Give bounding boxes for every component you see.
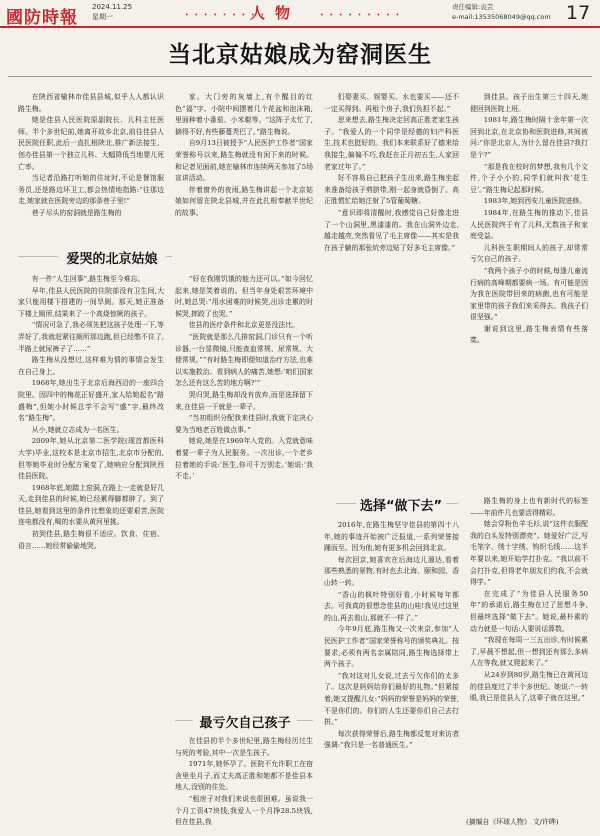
masthead: [0, 0, 600, 28]
paragraph: 家。大门旁的灰墙上,有个醒目的红色“福”字。小院中间摆着几个花盆和泡沫箱,里面种着小番茄、小米椒等。“这阵子太忙了,摘得不好,有些藤蔓秃巴了。”路生梅说。: [175, 93, 313, 136]
paragraph: 每次获得荣誉后,路生梅都反复对来访者强调:“我只是一名普通医生。”: [324, 729, 459, 750]
paragraph: 到佳县。孩子出生第三十四天,她便回到医院上班。: [470, 93, 588, 113]
paragraph: 1984年,在路生梅的推动下,佳县人民医院终于有了儿科,无数孩子和家庭受益。: [470, 208, 588, 241]
paragraph: 思来想去,路生梅决定回高正胜老家生孩子。“我爱人的一个同学是经德的妇产科医生,技术也挺好的。我们本来联系好了德来给我接生,偏偏不巧,我赶在正月初五生,人家回老家过年了。”: [324, 116, 459, 171]
section-ornament-left: • • • • • • • • •: [185, 12, 267, 19]
paragraph: 每次回京,她喜欢在后海边儿溜达,看着那些熟悉的景物,有时也去北海、颐和园、香山转一转。: [324, 555, 459, 587]
paragraph: 她说,她是在1969年入党的。入党就意味着要一辈子为人民服务。一次出诊,一个老乡拉着她的手说:‘医生,你可千万别走。’她说:‘我不走。’: [175, 437, 313, 481]
byline: (摘编自《环球人物》 文/许晔): [466, 818, 559, 826]
subhead-ornament: [18, 256, 58, 257]
section3-column-1: [324, 520, 459, 832]
article-column-3: [324, 92, 459, 486]
paragraph: “医院就是那么几排窑洞,门诊只有一个听诊器,一台显微镜,只能查血常规、尿常规、大便常规。”“有时路生梅即便知道治疗方法,也难以实施救治。看到病人的痛苦,她想:‘咱们国家怎么还有这么苦的地方啊?’”: [175, 332, 313, 388]
paragraph: “我对这对儿女说,过去亏欠你们的太多了。这次是妈妈给你们最好的礼物。”但紧接着,她又提醒儿女:“妈妈的荣誉是妈妈的荣誉,不是你们的。你们的人生还要你们自己去打拼。”: [324, 671, 459, 727]
subhead-ornament: [336, 503, 356, 504]
paragraph: 从24岁到80岁,路生梅已在黄河边的佳县度过了半个多世纪。她说:“一转眼,我已是佳县人了,这辈子就在这里。”: [470, 670, 588, 703]
paragraph: “那是我在校时的梦想,我有几个文件,个子小小的,同学们就叫我‘花生豆’。”路生梅记起那时候。: [470, 162, 588, 194]
paragraph: 们娶妻买、娱婴买、水也要买——还不一定买得到。再租个房子,我们负担不起。”: [324, 93, 459, 113]
paragraph: 路生梅从没想过,这样难为情的事情会发生在自己身上。: [18, 356, 164, 376]
editor-email: e-mail:13535068049@qq.com: [452, 13, 551, 21]
paragraph: 1968年,她出生于北京后海西沿的一座四合院里。因四中的梅花正好盛开,家人给她起名“路盛梅”,但她小时候总学不会写“盛”字,最终改名“路生梅”。: [18, 379, 164, 423]
editor-name: 责任编辑:袁芸: [452, 3, 494, 11]
paragraph: 1968年底,她踏上窑洞,在路上一走就是好几天,走到佳县的时候,她已经累得脚都肿了。到了佳县,她看到这里的条件比想象的还要艰苦,医院连电都没有,喝的水要从黄河里挑。: [18, 483, 164, 527]
paragraph: 哭归哭,路生梅却没有放弃,而是选择留下来,在佳县一干就是一辈子。: [175, 390, 313, 411]
paragraph: 好不容易自己把孩子生出来,路生梅坐起来准备给孩子剪脐带,刚一起身就昏倒了。高正胜慌忙给她注射了5管葡萄糖。: [324, 174, 459, 206]
paragraph: 2016年,在路生梅坚守佳县的第四十八年,她的事迹开始被广泛报道,一系列荣誉接踵而至。因为他,她有更多机会回到北京。: [324, 521, 459, 553]
subhead-owe-own-children: 最亏欠自己孩子: [199, 716, 291, 731]
paragraph: “香山的枫叶特别好看,小时候每年都去。可我真的很想念佳县的山哇!我见过这里的山,再去看山,那就不一样了。”: [324, 590, 459, 622]
issue-date: [92, 2, 132, 22]
newspaper-logo: 國防時報: [6, 8, 78, 28]
paragraph: “好在我刚饥饿的能力还可以。”如今回忆起来,她是笑着说的。但当年身处艰苦环境中时,她总哭:“用水困难的时候哭,出诊走累的时候哭,摔跤了也哭。”: [175, 275, 313, 318]
section1-column-1: [18, 274, 164, 834]
section1-column-2: [175, 274, 313, 704]
paragraph: “我两个孩子小的时候,每逢儿童流行病的高峰期都要病一场。有可能是因为我在医院带回来的病菌,也有可能是家里带的孩子我们来采得去。我孩子们很坚强。”: [470, 266, 588, 322]
paragraph: “当初组织分配我来佳县时,我就下定决心要为当地老百姓做点事。”: [175, 414, 313, 434]
paragraph: “情况可急了,我必须先把这孩子处理一下,等弄好了,我就赶紧往厕所那边跑,但已经憋不住了,半路上就尿裤子了……”: [18, 321, 164, 353]
subhead-ornament: [166, 256, 172, 257]
paragraph: “租房子对我们来说也很困难。虽说我一个月工资47块钱,我爱人一个月挣28.5块钱,但在佳县,我: [175, 794, 313, 827]
paragraph: “意识即将清醒时,我感觉自己好像走进了一个山洞里,黑漆漆的。我在山洞外边走,越走越亮,突然看见了毛主席像——其实是我在孩子躺的那张炕旁边贴了好多毛主席像。”: [324, 208, 459, 252]
section-ornament-right: • • • • • • • • •: [320, 12, 402, 19]
paragraph: “我现在每周一三五出诊,有时候累了,早晨不想起,但一想到还有那么多病人在等我,就又爬起来了。”: [470, 636, 588, 668]
article-column-4: [470, 92, 588, 486]
paragraph: 谢说到这里,路生梅表情有些落寞。: [470, 324, 588, 345]
section2-column: [175, 736, 313, 834]
paragraph: 巷子尽头的窑洞就是路生梅的: [31, 208, 122, 217]
paragraph: 1971年,她怀孕了。医院不允许职工在宿舍里坐月子,而丈夫高正胜和她都不是佳县本地人,没别的住处。: [175, 760, 313, 792]
paragraph: 初到佳县,路生梅很不适应。饮食、住宿、语言……她经常偷偷地哭。: [18, 530, 164, 550]
weekday-text: 星期一: [92, 13, 113, 21]
paragraph: 从小,她就立志成为一名医生。: [31, 425, 124, 434]
paragraph: 1983年,她到西安儿童医院进修。: [483, 197, 587, 206]
paragraph: 在佳县的半个多世纪里,路生梅经历过生与死的考验,其中一次是生孩子。: [175, 737, 313, 757]
paragraph: 路生梅的身上也有新时代的标签——年前件几也要活得精彩。: [470, 497, 588, 517]
paragraph: 1981年,路生梅时隔十余年第一次回到北京,在北京协和医院进修,其间被问:“你是北京人,为什么留在佳县?我打是个?”: [470, 116, 588, 159]
subhead-crying-beijing-girl: 爱哭的北京姑娘: [66, 252, 158, 267]
paragraph: 自9月13日被授予“人民医护工作者”国家荣誉称号以来,路生梅就没有闲下来的时候。和记者见面前,她在榆林市连续两天参加了5场宣讲活动。: [175, 139, 313, 183]
paragraph: 当记者沿路打听她的住址时,不论是餐馆服务员,还是路边环卫工,都会热情地指路:“往那边走,她家就在医院旁边的那条巷子里!”: [18, 174, 164, 206]
paragraph: 伴着窗外的夜雨,路生梅讲起一个北京姑娘如何留在陕北县城,并在此扎根奉献半世纪的故事。: [175, 185, 313, 217]
subhead-ornament: [297, 720, 313, 721]
paragraph: 她是佳县人民医院原副院长、儿科主任医师。半个多世纪前,她离开故乡北京,前往佳县人民医院任职,此后一直扎根陕北,推广新法接生、创办佳县第一个独立儿科、大幅降低当地婴儿死亡率。: [18, 116, 164, 171]
section-title: 人物: [250, 4, 301, 22]
divider: [8, 76, 592, 77]
paragraph: 早年,佳县人民医院的住院部没有卫生间,大家只能用楼下搭建的一间旱厕。那天,她正准备下楼上厕所,结果来了一个高烧惊厥的孩子。: [18, 286, 164, 318]
paragraph: 佳县的医疗条件和北京更是没法比。: [188, 321, 300, 330]
subhead-ornament: [175, 720, 193, 721]
section3-column-2: [470, 496, 588, 814]
date-text: 2024.11.25: [92, 3, 133, 11]
article-column-2-top: [175, 92, 313, 282]
lead-paragraphs: [18, 92, 164, 242]
paragraph: 在陕西省榆林市佳县县城,似乎人人都认识路生梅。: [18, 93, 164, 113]
page-number: 17: [566, 2, 591, 24]
paragraph: 她会穿粉色羊毛衫,说“这件衣服配我的白头发特别漂亮”。她爱好广泛,写毛笔字、绣十字绣、钩织毛线……这半年要以来,她开始学打扑克。“我以前不会打扑克,但得老年朋友们约我,不会就得学。”: [470, 520, 588, 587]
paragraph: 今年9月底,路生梅又一次来京,参加“人民医护工作者”国家荣誉称号的颁奖典礼。按要求,必须有两名亲属陪同,路生梅选择带上两个孩子。: [324, 625, 459, 669]
paragraph: 在完成了“为佳县人民服务50年”的承诺后,路生梅在过了思想斗争,但最终选择“做下去”。她说,最朴素的动力就是一句话:人要说话算数。: [470, 589, 588, 633]
subhead-choose-continue: 选择“做下去”: [359, 499, 443, 514]
subhead-ornament: [446, 503, 458, 504]
paragraph: 2009年,她从北京第二医学院(现首都医科大学)毕业,这校本是北京市招生,北京市分配的,但等她毕业时分配方案变了,她响应分配到陕西佳县医院。: [18, 437, 164, 481]
paragraph: 儿科医生职期间人的孩子,却常常亏欠自己的孩子。: [470, 243, 588, 264]
editor-info: [452, 2, 551, 22]
paragraph: 有一件“人生回事”,路生梅至今难忘。: [31, 275, 145, 283]
headline: 当北京姑娘成为窑洞医生: [168, 42, 432, 68]
